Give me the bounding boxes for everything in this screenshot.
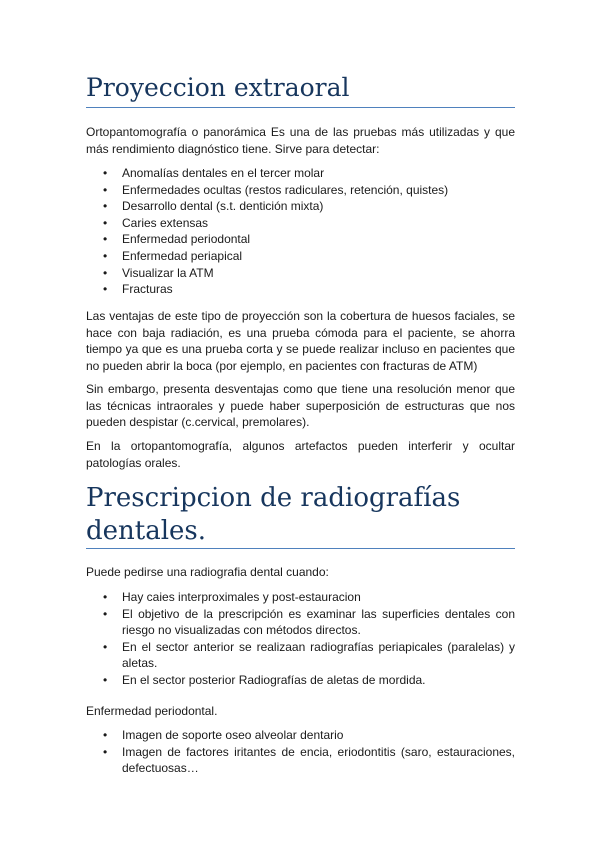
bullet-icon: •: [103, 232, 108, 247]
heading-underline: [86, 107, 515, 108]
desventajas-paragraph: Sin embargo, presenta desventajas como que tiene una resolución menor que las técnicas intraorales y puede haber superposición de estructuras que nos pueden despistar (c.cervical, premolares).: [86, 382, 515, 430]
list-item: • Hay caies interproximales y post-estauracion: [103, 590, 361, 604]
list-item: • Caries extensas: [103, 215, 209, 230]
list-item: • Enfermedad periodontal: [103, 232, 251, 247]
list-item: • En el sector posterior Radiografías de aletas de mordida.: [103, 672, 426, 687]
bullet-icon: •: [103, 166, 108, 180]
list-item: • Enfermedad periapical: [103, 248, 243, 263]
detect-list: [86, 165, 515, 298]
bullet-icon: •: [103, 744, 108, 759]
ventajas-paragraph: Las ventajas de este tipo de proyección son la cobertura de huesos faciales, se hace con baja radiación, es una prueba cómoda para el paciente, se ahorra tiempo ya que es una prueba corta y se puede realizar incluso en pacientes que no pueden abrir la boca (por ejemplo, en pacientes con fracturas de ATM): [86, 309, 515, 373]
artefactos-paragraph: En la ortopantomografía, algunos artefactos pueden interferir y ocultar patologías orales.: [86, 439, 515, 470]
list-item: • En el sector anterior se realizaan radiografías periapicales (paralelas) y aletas.: [103, 639, 515, 671]
bullet-icon: •: [103, 215, 108, 230]
list-item: • Visualizar la ATM: [103, 265, 214, 280]
prescripcion-list: [86, 589, 515, 689]
list-item: • Desarrollo dental (s.t. dentición mixta): [103, 199, 324, 214]
bullet-icon: •: [103, 590, 108, 604]
bullet-icon: •: [103, 282, 108, 297]
bullet-icon: •: [103, 606, 108, 621]
list-item: • Imagen de soporte oseo alveolar dentario: [103, 728, 344, 742]
list-item: • Fracturas: [103, 282, 173, 297]
bullet-icon: •: [103, 728, 108, 742]
bullet-icon: •: [103, 248, 108, 263]
section-heading-prescripcion: Prescripcion de radiografías dentales.: [86, 483, 461, 546]
bullet-icon: •: [103, 639, 108, 654]
heading-underline: [86, 548, 515, 549]
periodontal-list: [86, 727, 515, 777]
periodontal-subheading: Enfermedad periodontal.: [86, 704, 218, 718]
list-item: • El objetivo de la prescripción es examinar las superficies dentales con riesgo no visualizadas con métodos directos.: [103, 606, 515, 638]
bullet-icon: •: [103, 199, 108, 214]
list-item: • Anomalías dentales en el tercer molar: [103, 166, 325, 180]
section-heading-proyeccion: Proyeccion extraoral: [86, 73, 350, 102]
prescripcion-intro: Puede pedirse una radiografia dental cuando:: [86, 565, 329, 579]
bullet-icon: •: [103, 265, 108, 280]
list-item: • Imagen de factores iritantes de encia, eriodontitis (saro, estauraciones, defectuosas…: [103, 744, 515, 776]
list-item: • Enfermedades ocultas (restos radiculares, retención, quistes): [103, 182, 449, 197]
intro-paragraph: Ortopantomografía o panorámica Es una de las pruebas más utilizadas y que más rendimiento diagnóstico tiene. Sirve para detectar:: [86, 125, 515, 156]
bullet-icon: •: [103, 672, 108, 687]
bullet-icon: •: [103, 182, 108, 197]
